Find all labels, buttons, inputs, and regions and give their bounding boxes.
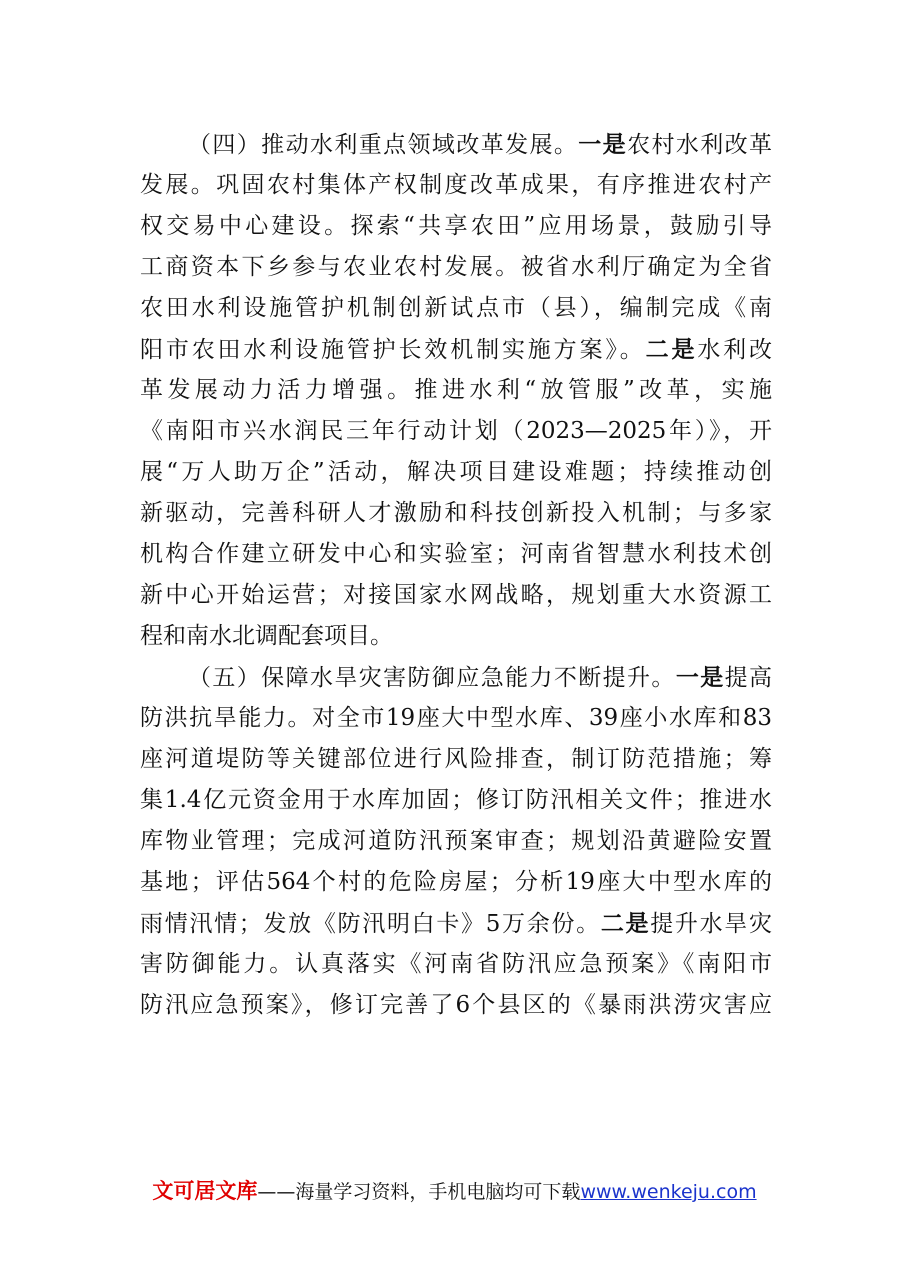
emphasis-text: 一是 (578, 131, 628, 158)
paragraph-line: 革发展动力活力增强。推进水利“放管服”改革，实施 (140, 377, 772, 403)
line-text: 提高 (724, 665, 773, 691)
paragraph-line: 集1.4亿元资金用于水库加固；修订防汛相关文件；推进水 (140, 787, 772, 813)
paragraph-line: 展“万人助万企”活动，解决项目建设难题；持续推动创 (140, 459, 772, 485)
paragraph-line: 发展。巩固农村集体产权制度改革成果，有序推进农村产 (140, 172, 772, 198)
paragraph-line: 农田水利设施管护机制创新试点市（县），编制完成《南 (140, 295, 772, 321)
line-text: 农村水利改革 (627, 132, 773, 158)
footer-link[interactable]: www.wenkeju.com (580, 1181, 757, 1203)
emphasis-text: 二是 (600, 910, 651, 937)
paragraph-line (140, 657, 772, 698)
emphasis-text: 一是 (675, 664, 725, 691)
paragraph-line: 程和南水北调配套项目。 (140, 623, 393, 649)
footer-brand: 文可居文库 (152, 1179, 258, 1203)
paragraph-line: 机构合作建立研发中心和实验室；河南省智慧水利技术创 (140, 541, 772, 567)
line-text: （四）推动水利重点领域改革发展。 (188, 132, 579, 158)
paragraph-line (140, 124, 772, 165)
paragraph-line: 库物业管理；完成河道防汛预案审查；规划沿黄避险安置 (140, 828, 772, 854)
paragraph-line: 基地；评估564个村的危险房屋；分析19座大中型水库的 (140, 869, 772, 895)
line-text: （五）保障水旱灾害防御应急能力不断提升。 (188, 665, 676, 691)
footer-description: ——海量学习资料，手机电脑均可下载 (257, 1181, 581, 1203)
paragraph-line: 工商资本下乡参与农业农村发展。被省水利厅确定为全省 (140, 254, 772, 280)
document-body (140, 124, 772, 1026)
line-text: 阳市农田水利设施管护长效机制实施方案》。 (140, 337, 646, 363)
line-text: 雨情汛情；发放《防汛明白卡》5万余份。 (140, 911, 601, 937)
paragraph-line: 害防御能力。认真落实《河南省防汛应急预案》《南阳市 (140, 951, 772, 977)
line-text: 水利改 (697, 337, 773, 363)
emphasis-text: 二是 (645, 336, 698, 363)
paragraph-line: 防汛应急预案》，修订完善了6个县区的《暴雨洪涝灾害应 (140, 992, 772, 1018)
page-footer (0, 1175, 909, 1205)
paragraph-line: 《南阳市兴水润民三年行动计划（2023—2025年）》，开 (140, 418, 772, 444)
paragraph-line (140, 329, 772, 370)
paragraph-line: 防洪抗旱能力。对全市19座大中型水库、39座小水库和83 (140, 705, 772, 731)
paragraph-line (140, 903, 772, 944)
paragraph-line: 新驱动，完善科研人才激励和科技创新投入机制；与多家 (140, 500, 772, 526)
line-text: 提升水旱灾 (650, 911, 772, 937)
paragraph-line: 座河道堤防等关键部位进行风险排查，制订防范措施；筹 (140, 746, 772, 772)
paragraph-line: 新中心开始运营；对接国家水网战略，规划重大水资源工 (140, 582, 772, 608)
paragraph-line: 权交易中心建设。探索“共享农田”应用场景，鼓励引导 (140, 213, 772, 239)
